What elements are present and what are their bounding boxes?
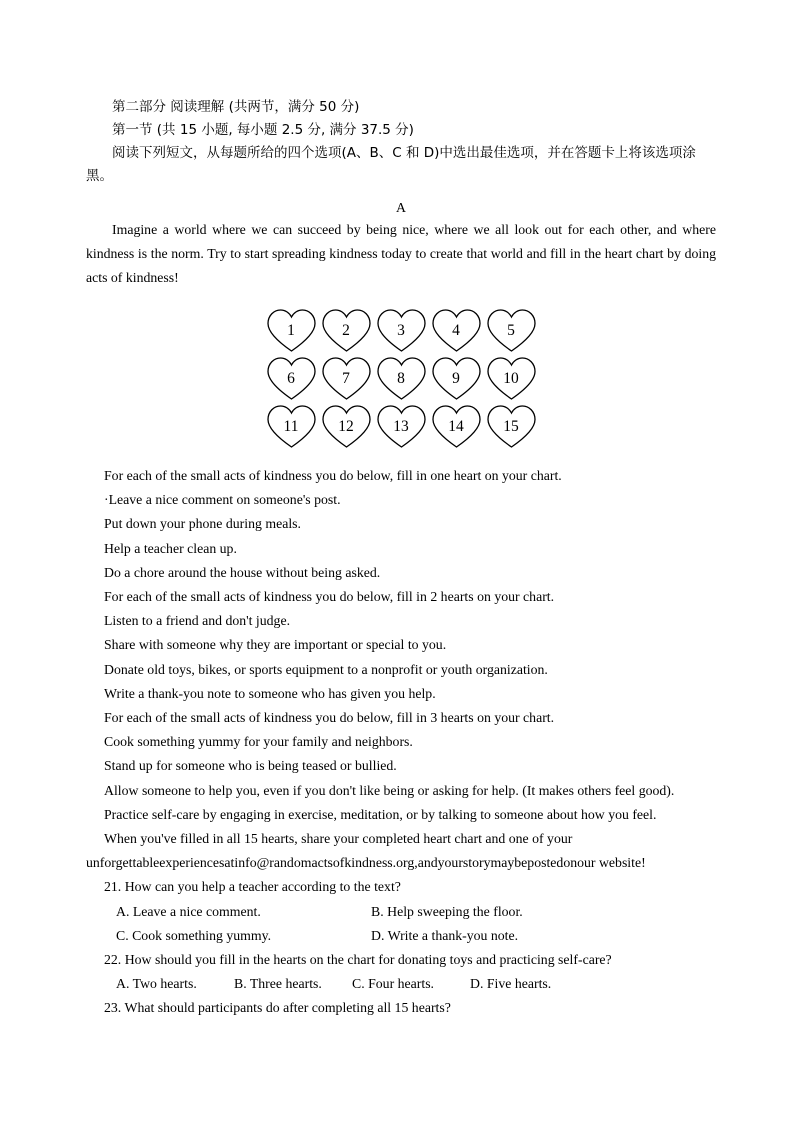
heart-cell bbox=[484, 354, 539, 402]
question-21 bbox=[86, 875, 716, 948]
heart-cell bbox=[264, 354, 319, 402]
heart-cell bbox=[264, 306, 319, 354]
option-c[interactable]: C. Cook something yummy. bbox=[116, 927, 272, 943]
question-23 bbox=[86, 996, 716, 1020]
list-item: Help a teacher clean up. bbox=[104, 540, 237, 556]
heart-number: 9 bbox=[452, 370, 460, 387]
heart-cell bbox=[429, 402, 484, 450]
passage-intro: Imagine a world where we can succeed by being nice, where we all look out for each other, and where kindness is the norm. Try to start spreading kindness today to create that world and fill in the heart chart by doing acts of kindness! bbox=[86, 222, 716, 285]
document-body bbox=[86, 96, 716, 1021]
passage-label: A bbox=[396, 200, 406, 215]
heart-cell bbox=[374, 306, 429, 354]
question-stem: 21. How can you help a teacher according to the text? bbox=[104, 879, 401, 895]
list-item: Put down your phone during meals. bbox=[104, 516, 301, 532]
option-row bbox=[86, 900, 716, 924]
heart-number: 13 bbox=[393, 418, 409, 435]
heart-cell bbox=[374, 402, 429, 450]
heart-number: 4 bbox=[452, 322, 460, 339]
kindness-act-list bbox=[86, 464, 716, 827]
option-b[interactable]: B. Three hearts. bbox=[234, 976, 322, 992]
heart-cell bbox=[429, 354, 484, 402]
list-item: For each of the small acts of kindness you do below, fill in one heart on your chart. bbox=[104, 468, 562, 483]
heart-number: 15 bbox=[503, 418, 519, 435]
list-item: ·Leave a nice comment on someone's post. bbox=[104, 492, 341, 508]
option-d[interactable]: D. Five hearts. bbox=[470, 976, 552, 992]
option-d[interactable]: D. Write a thank-you note. bbox=[371, 927, 519, 943]
option-row bbox=[86, 972, 716, 996]
option-b[interactable]: B. Help sweeping the floor. bbox=[371, 903, 523, 919]
heart-number: 7 bbox=[342, 370, 350, 387]
heart-cell bbox=[484, 306, 539, 354]
heart-number: 12 bbox=[338, 418, 354, 435]
heart-cell bbox=[429, 306, 484, 354]
heart-cell bbox=[319, 354, 374, 402]
heart-number: 5 bbox=[507, 322, 515, 339]
heart-number: 14 bbox=[448, 418, 464, 435]
list-item: Do a chore around the house without being asked. bbox=[104, 564, 381, 580]
heart-cell bbox=[319, 306, 374, 354]
list-item: Share with someone why they are important or special to you. bbox=[104, 637, 447, 653]
section-instruction: 阅读下列短文，从每题所给的四个选项(A、B、C 和 D)中选出最佳选项，并在答题卡上将该选项涂黑。 bbox=[86, 145, 696, 184]
heart-number: 2 bbox=[342, 322, 350, 339]
option-row bbox=[86, 924, 716, 948]
heart-number: 3 bbox=[397, 322, 405, 339]
question-22 bbox=[86, 948, 716, 996]
list-item: Donate old toys, bikes, or sports equipment to a nonprofit or youth organization. bbox=[104, 661, 548, 677]
heart-row bbox=[264, 354, 539, 402]
option-a[interactable]: A. Leave a nice comment. bbox=[116, 903, 261, 919]
heart-cell bbox=[319, 402, 374, 450]
heart-number: 6 bbox=[287, 370, 295, 387]
heart-number: 1 bbox=[287, 322, 295, 339]
list-item: Write a thank-you note to someone who has given you help. bbox=[104, 685, 436, 701]
closing-line-1: When you've filled in all 15 hearts, share your completed heart chart and one of your bbox=[104, 831, 573, 847]
heart-number: 10 bbox=[503, 370, 519, 387]
list-item: For each of the small acts of kindness you do below, fill in 2 hearts on your chart. bbox=[104, 589, 555, 605]
option-a[interactable]: A. Two hearts. bbox=[116, 976, 197, 992]
heart-cell bbox=[374, 354, 429, 402]
list-item: Practice self-care by engaging in exercise, meditation, or by talking to someone about how you feel. bbox=[104, 806, 657, 822]
heart-row bbox=[264, 306, 539, 354]
heart-number: 8 bbox=[397, 370, 405, 387]
part-title: 第二部分 阅读理解 (共两节，满分 50 分) bbox=[112, 99, 360, 115]
heart-chart bbox=[86, 306, 716, 450]
closing-line-2: unforgettableexperiencesatinfo@randomactsofkindness.org,andyourstorymaybepostedonour website! bbox=[86, 855, 646, 871]
heart-cell bbox=[484, 402, 539, 450]
section-title: 第一节 (共 15 小题, 每小题 2.5 分, 满分 37.5 分) bbox=[112, 122, 414, 138]
list-item: Listen to a friend and don't judge. bbox=[104, 613, 291, 629]
list-item: Cook something yummy for your family and neighbors. bbox=[104, 734, 413, 750]
heart-row bbox=[264, 402, 539, 450]
question-stem: 22. How should you fill in the hearts on the chart for donating toys and practicing self-care? bbox=[104, 952, 612, 968]
list-item: For each of the small acts of kindness you do below, fill in 3 hearts on your chart. bbox=[104, 710, 555, 726]
list-item: Allow someone to help you, even if you don't like being or asking for help. (It makes others feel good). bbox=[104, 782, 675, 798]
heart-cell bbox=[264, 402, 319, 450]
list-item: Stand up for someone who is being teased or bullied. bbox=[104, 758, 397, 774]
question-stem: 23. What should participants do after completing all 15 hearts? bbox=[104, 1000, 451, 1016]
option-c[interactable]: C. Four hearts. bbox=[352, 976, 435, 992]
heart-number: 11 bbox=[283, 418, 299, 435]
